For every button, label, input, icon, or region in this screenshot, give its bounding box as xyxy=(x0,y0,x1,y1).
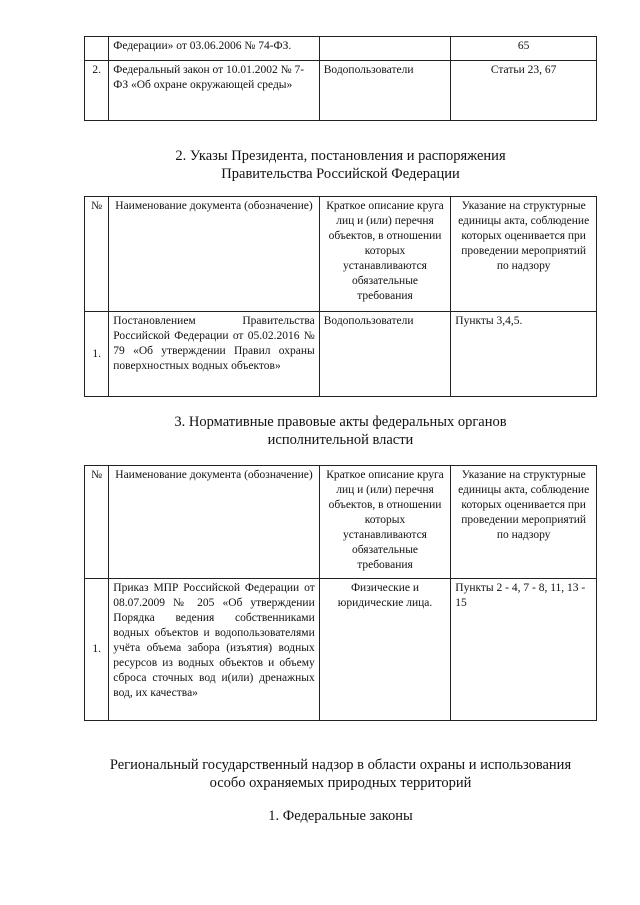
section-3-heading xyxy=(84,413,597,449)
structural-reference: Пункты 3,4,5. xyxy=(451,312,597,397)
structural-reference: 65 xyxy=(451,37,597,61)
section-3-title-line2: исполнительной власти xyxy=(267,432,414,448)
structural-reference: Статьи 23, 67 xyxy=(451,61,597,121)
section-2-title-line1: 2. Указы Президента, постановления и распоряжения xyxy=(175,148,506,164)
document-name: Приказ МПР Российской Федерации от 08.07.2009 № 205 «Об утверждении Порядка ведения собственниками водных объектов и водопользователями учёта объема забора (изъятия) водных ресурсов из водных объектов и объему сброса сточных вод и(или) дренажных вод, их качества» xyxy=(109,579,319,721)
table-header-row xyxy=(85,197,597,312)
subject-description: Физические и юридические лица. xyxy=(319,579,451,721)
header-number: № xyxy=(85,197,109,312)
header-document-name: Наименование документа (обозначение) xyxy=(109,197,319,312)
subject-description: Водопользователи xyxy=(319,312,451,397)
header-structural-units: Указание на структурные единицы акта, соблюдение которых оценивается при проведении мероприятий по надзору xyxy=(451,466,597,579)
subject-description xyxy=(319,37,451,61)
table-header-row xyxy=(85,466,597,579)
presidential-decrees-table xyxy=(84,196,597,397)
section-3-title-line1: 3. Нормативные правовые акты федеральных органов xyxy=(174,414,507,430)
header-description: Краткое описание круга лиц и (или) перечня объектов, в отношении которых устанавливаются обязательные требования xyxy=(319,197,451,312)
section-2-title-line2: Правительства Российской Федерации xyxy=(221,166,460,182)
table-row xyxy=(85,61,597,121)
document-name: Федерации» от 03.06.2006 № 74-ФЗ. xyxy=(109,37,319,61)
row-number: 1. xyxy=(85,312,109,397)
row-number xyxy=(85,37,109,61)
document-name: Федеральный закон от 10.01.2002 № 7-ФЗ «Об охране окружающей среды» xyxy=(109,61,319,121)
header-number: № xyxy=(85,466,109,579)
row-number: 2. xyxy=(85,61,109,121)
header-document-name: Наименование документа (обозначение) xyxy=(109,466,319,579)
regional-title-line1: Региональный государственный надзор в области охраны и использования xyxy=(109,757,572,773)
header-description: Краткое описание круга лиц и (или) перечня объектов, в отношении которых устанавливаются обязательные требования xyxy=(319,466,451,579)
regional-oversight-heading xyxy=(70,756,611,792)
table-row xyxy=(85,37,597,61)
federal-laws-subtitle: 1. Федеральные законы xyxy=(268,808,413,824)
top-table xyxy=(84,36,597,121)
federal-bodies-acts-table xyxy=(84,465,597,721)
document-name: Постановлением Правительства Российской Федерации от 05.02.2016 № 79 «Об утверждении Правил охраны поверхностных водных объектов» xyxy=(109,312,319,397)
header-structural-units: Указание на структурные единицы акта, соблюдение которых оценивается при проведении мероприятий по надзору xyxy=(451,197,597,312)
structural-reference: Пункты 2 - 4, 7 - 8, 11, 13 - 15 xyxy=(451,579,597,721)
section-2-heading xyxy=(84,147,597,183)
table-row xyxy=(85,579,597,721)
row-number: 1. xyxy=(85,579,109,721)
regional-title-line2: особо охраняемых природных территорий xyxy=(209,775,472,791)
subject-description: Водопользователи xyxy=(319,61,451,121)
table-row xyxy=(85,312,597,397)
